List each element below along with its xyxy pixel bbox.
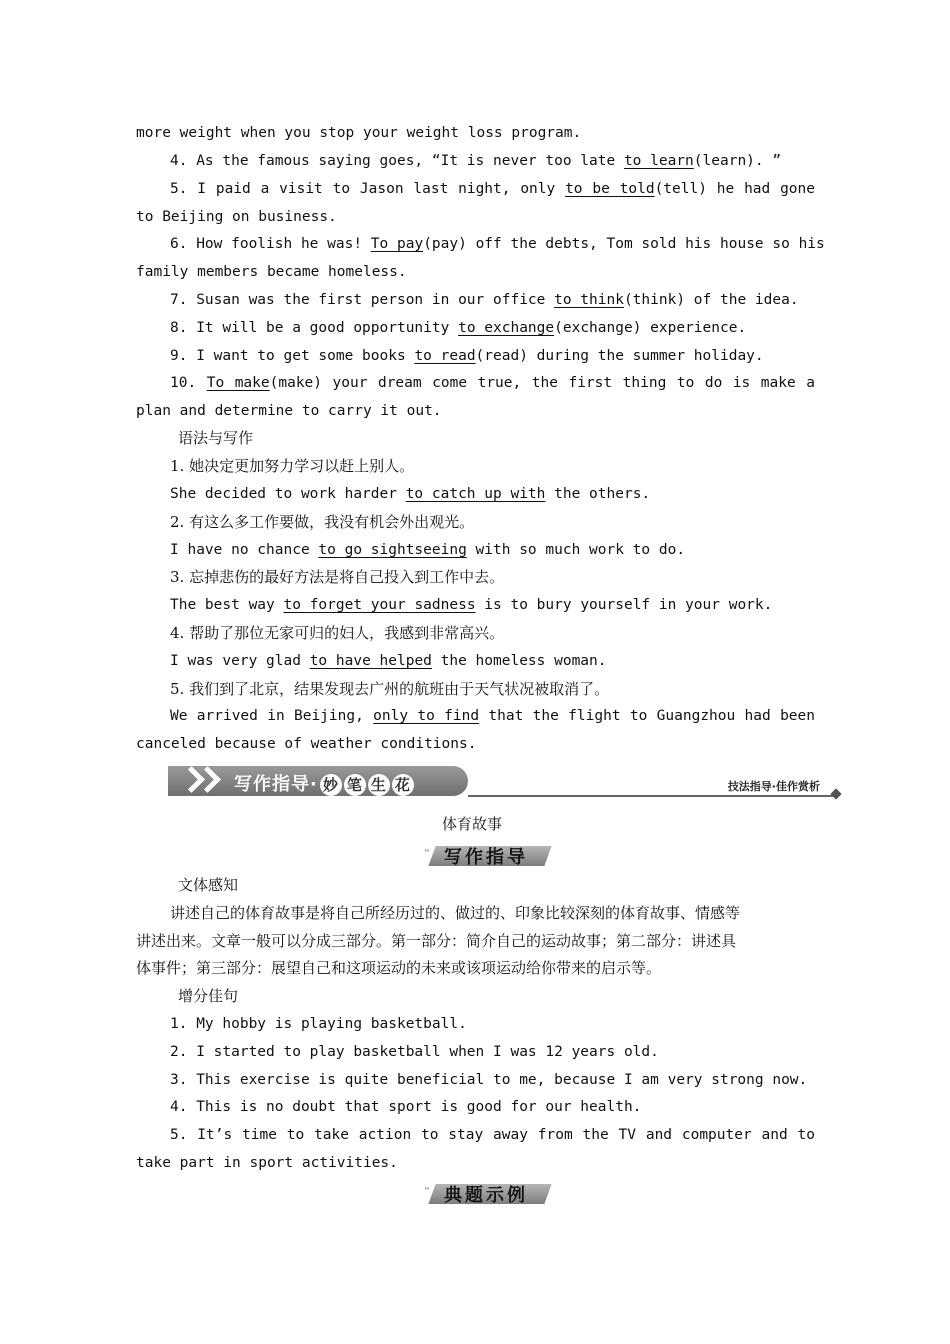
text-span: 7. Susan was the first person in our office	[170, 292, 555, 308]
text-line	[170, 540, 685, 560]
text-span: canceled because of weather conditions.	[136, 736, 477, 752]
text-line	[170, 373, 815, 393]
text-span: I have no chance	[170, 542, 319, 558]
text-span: 6. How foolish he was!	[170, 236, 371, 252]
topic-title: 体育故事	[442, 815, 503, 833]
text-span: 5. I paid a visit to Jason last night, only	[170, 181, 566, 197]
text-span: 体事件；第三部分：展望自己和这项运动的未来或该项运动给你带来的启示等。	[136, 959, 662, 977]
banner-title-char: 生	[368, 774, 390, 796]
example-heading	[424, 1180, 564, 1206]
text-line	[136, 734, 476, 754]
text-span: (read) during the summer holiday.	[475, 348, 764, 364]
text-line	[170, 346, 764, 366]
text-line	[136, 207, 337, 227]
answer-text: to go sightseeing	[318, 542, 467, 558]
text-line	[170, 903, 740, 923]
text-span: We arrived in Beijing,	[170, 708, 374, 724]
writing-guide-heading	[424, 842, 564, 868]
banner-rule	[468, 795, 834, 797]
text-line	[170, 512, 474, 532]
text-line	[170, 595, 772, 615]
text-span: The best way	[170, 597, 284, 613]
text-span: 5. It’s time to take action to stay away from the TV and computer and to	[170, 1127, 815, 1143]
text-span: (think) of the idea.	[623, 292, 799, 308]
text-span: 4. As the famous saying goes, “It is never too late	[170, 153, 624, 169]
text-span: 2. 有这么多工作要做，我没有机会外出观光。	[170, 513, 475, 531]
text-line	[170, 567, 504, 587]
answer-text: to exchange	[458, 320, 555, 336]
heading-label: 典题示例	[444, 1185, 528, 1206]
text-span: (make) your dream come true, the first thing to do is make a	[269, 375, 815, 391]
text-line	[136, 931, 736, 951]
text-line	[170, 651, 607, 671]
text-line	[170, 623, 504, 643]
answer-text: to learn	[623, 153, 694, 169]
text-line	[170, 679, 609, 699]
text-span: 3. 忘掉悲伤的最好方法是将自己投入到工作中去。	[170, 568, 505, 586]
text-span: 1. 她决定更加努力学习以赶上别人。	[170, 457, 415, 475]
text-line	[178, 986, 238, 1006]
text-line	[170, 1097, 641, 1117]
quote-mark-icon: ❝	[424, 1186, 431, 1197]
text-span: plan and determine to carry it out.	[136, 403, 442, 419]
text-span: 语法与写作	[178, 429, 254, 447]
answer-text: To pay	[370, 236, 424, 252]
text-line	[170, 1125, 815, 1145]
text-span: more weight when you stop your weight loss program.	[136, 125, 582, 141]
text-span: 文体感知	[178, 876, 239, 894]
text-span: (exchange) experience.	[554, 320, 747, 336]
text-span: that the flight to Guangzhou had been	[479, 708, 815, 724]
text-span: 2. I started to play basketball when I was 12 years old.	[170, 1044, 659, 1060]
answer-text: to forget your sadness	[283, 597, 476, 613]
text-span: (pay) off the debts, Tom sold his house so his	[423, 236, 825, 252]
text-span: the homeless woman.	[431, 653, 607, 669]
banner-title	[234, 770, 414, 796]
text-line	[170, 179, 815, 199]
answer-text: to catch up with	[405, 486, 546, 502]
text-line	[170, 1042, 659, 1062]
text-line	[136, 123, 581, 143]
text-span: She decided to work harder	[170, 486, 406, 502]
text-line	[170, 706, 815, 726]
text-line	[170, 456, 414, 476]
text-line	[170, 318, 746, 338]
text-span: 3. This exercise is quite beneficial to me, because I am very strong now.	[170, 1072, 808, 1088]
text-line	[170, 151, 781, 171]
text-span: 讲述出来。文章一般可以分成三部分。第一部分：简介自己的运动故事；第二部分：讲述具	[136, 932, 737, 950]
heading-label: 写作指导	[444, 847, 528, 868]
text-line	[136, 401, 442, 421]
text-span: 增分佳句	[178, 987, 239, 1005]
text-span: 讲述自己的体育故事是将自己所经历过的、做过的、印象比较深刻的体育故事、情感等	[170, 904, 741, 922]
text-span: with so much work to do.	[466, 542, 686, 558]
answer-text: to be told	[565, 181, 655, 197]
text-span: 10.	[170, 375, 207, 391]
text-span: 9. I want to get some books	[170, 348, 415, 364]
text-span: (learn). ”	[693, 153, 782, 169]
text-span: 5. 我们到了北京，结果发现去广州的航班由于天气状况被取消了。	[170, 680, 610, 698]
text-line	[170, 290, 799, 310]
text-span: family members became homeless.	[136, 264, 407, 280]
text-span: the others.	[545, 486, 651, 502]
text-span: take part in sport activities.	[136, 1155, 398, 1171]
answer-text: to have helped	[309, 653, 432, 669]
text-span: to Beijing on business.	[136, 209, 337, 225]
banner-title-prefix: 写作指导·	[234, 774, 318, 795]
answer-text: To make	[206, 375, 270, 391]
text-line	[170, 484, 650, 504]
text-line	[170, 234, 825, 254]
banner-right-label: 技法指导·佳作赏析	[727, 780, 820, 793]
text-span: is to bury yourself in your work.	[475, 597, 773, 613]
text-span: I was very glad	[170, 653, 310, 669]
text-line	[136, 958, 661, 978]
section-banner	[168, 766, 840, 800]
text-line	[170, 1014, 467, 1034]
answer-text: to think	[554, 292, 624, 308]
text-span: 1. My hobby is playing basketball.	[170, 1016, 467, 1032]
banner-title-char: 笔	[344, 774, 366, 796]
quote-mark-icon: ❝	[424, 848, 431, 859]
text-span: 8. It will be a good opportunity	[170, 320, 459, 336]
answer-text: only to find	[373, 708, 480, 724]
text-span: (tell) he had gone	[654, 181, 816, 197]
text-line	[178, 875, 238, 895]
banner-title-char: 花	[392, 774, 414, 796]
text-span: 4. 帮助了那位无家可归的妇人，我感到非常高兴。	[170, 624, 505, 642]
banner-title-char: 妙	[320, 774, 342, 796]
text-line	[136, 1153, 398, 1173]
diamond-icon	[830, 788, 841, 799]
text-line	[170, 1070, 807, 1090]
answer-text: to read	[414, 348, 476, 364]
text-line	[178, 428, 253, 448]
text-span: 4. This is no doubt that sport is good for our health.	[170, 1099, 642, 1115]
text-line	[136, 262, 407, 282]
